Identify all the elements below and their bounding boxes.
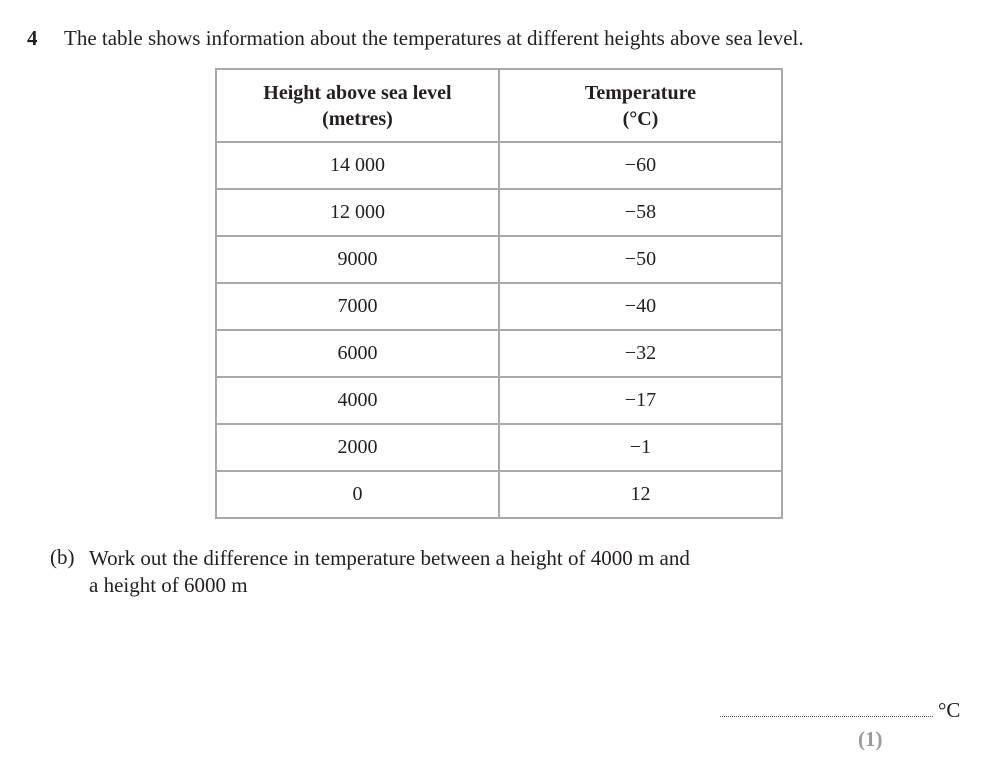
height-cell: 6000 xyxy=(216,330,499,377)
table-row xyxy=(216,377,782,424)
temperature-cell: −32 xyxy=(499,330,782,377)
height-cell: 4000 xyxy=(216,377,499,424)
question-number: 4 xyxy=(27,26,38,50)
part-b-line-2: a height of 6000 m xyxy=(89,573,248,597)
temperature-cell: −60 xyxy=(499,142,782,189)
header-temperature xyxy=(499,69,782,142)
header-height xyxy=(216,69,499,142)
temperature-cell: −58 xyxy=(499,189,782,236)
height-cell: 7000 xyxy=(216,283,499,330)
height-cell: 14 000 xyxy=(216,142,499,189)
table-header-row xyxy=(216,69,782,142)
height-cell: 2000 xyxy=(216,424,499,471)
table-row xyxy=(216,283,782,330)
temperature-cell: −17 xyxy=(499,377,782,424)
header-height-unit: (metres) xyxy=(322,107,393,130)
header-temperature-title: Temperature xyxy=(584,81,696,104)
temperature-cell: −1 xyxy=(499,424,782,471)
height-cell: 9000 xyxy=(216,236,499,283)
answer-unit: °C xyxy=(938,698,961,722)
table-row xyxy=(216,424,782,471)
temperature-cell: −50 xyxy=(499,236,782,283)
part-b-label: (b) xyxy=(50,545,75,569)
height-cell: 0 xyxy=(216,471,499,518)
header-height-title: Height above sea level xyxy=(263,81,452,104)
table-row xyxy=(216,330,782,377)
table-row xyxy=(216,471,782,518)
part-b-question xyxy=(89,545,789,599)
table-row xyxy=(216,142,782,189)
table-row xyxy=(216,189,782,236)
temperature-cell: 12 xyxy=(499,471,782,518)
header-temperature-unit: (°C) xyxy=(622,107,659,130)
temperature-cell: −40 xyxy=(499,283,782,330)
question-stem: The table shows information about the temperatures at different heights above sea level. xyxy=(64,26,804,50)
part-b-line-1: Work out the difference in temperature between a height of 4000 m and xyxy=(89,546,690,570)
height-temperature-table xyxy=(215,68,783,519)
answer-line[interactable] xyxy=(720,716,933,717)
table-row xyxy=(216,236,782,283)
marks-indicator: (1) xyxy=(858,727,883,751)
height-cell: 12 000 xyxy=(216,189,499,236)
